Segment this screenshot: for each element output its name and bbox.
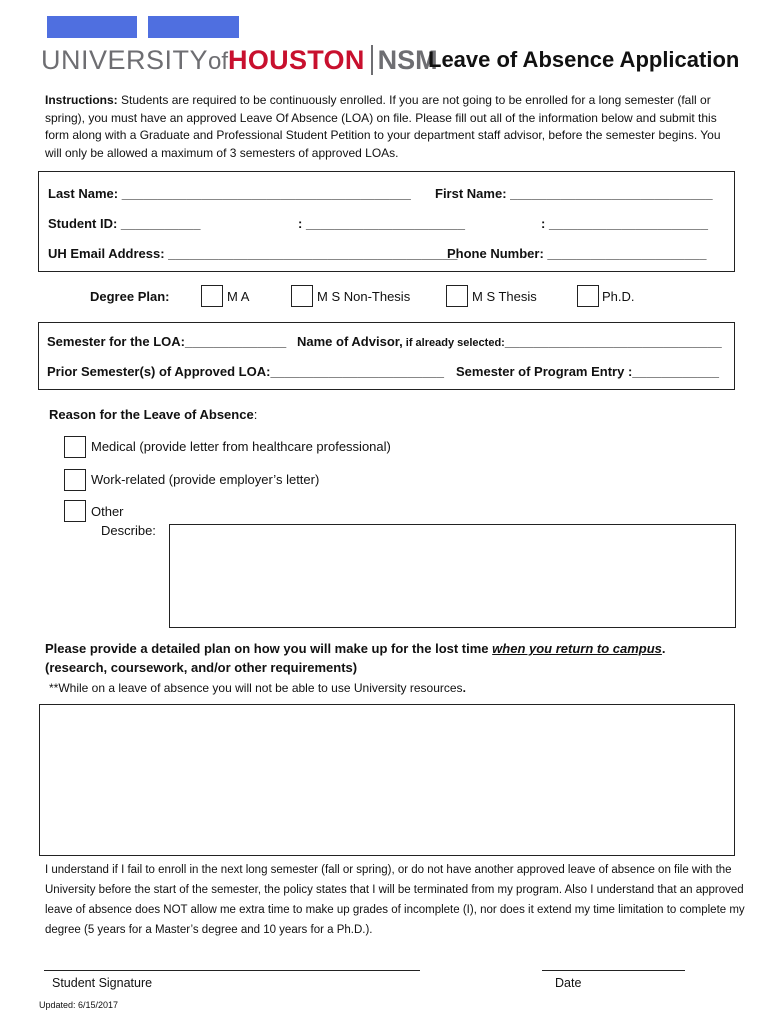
signature-label: Student Signature: [52, 976, 153, 990]
date-line[interactable]: [542, 970, 685, 971]
reason-other-label: Other: [91, 504, 124, 519]
degree-phd-label: Ph.D.: [602, 289, 635, 304]
prior-loa-field[interactable]: Prior Semester(s) of Approved LOA:________________________: [47, 364, 444, 379]
reason-other-checkbox[interactable]: [64, 500, 86, 522]
first-name-field[interactable]: First Name: ____________________________: [435, 186, 713, 201]
phone-field[interactable]: Phone Number: ______________________: [447, 246, 707, 261]
plan-textarea[interactable]: [39, 704, 735, 856]
logo-divider: [371, 45, 373, 75]
logo-houston-text: HOUSTON: [228, 45, 365, 75]
page-title: Leave of Absence Application: [428, 47, 740, 72]
plan-heading-line1: Please provide a detailed plan on how you will make up for the lost time when you return to campus.: [45, 641, 666, 656]
describe-textarea[interactable]: [169, 524, 736, 628]
last-name-field[interactable]: Last Name: ________________________________________: [48, 186, 411, 201]
advisor-label: Name of Advisor,: [297, 334, 403, 349]
reason-medical-checkbox[interactable]: [64, 436, 86, 458]
degree-plan-label: Degree Plan:: [90, 289, 170, 304]
reason-heading: Reason for the Leave of Absence:: [49, 407, 258, 422]
logo-university-text: UNIVERSITY: [41, 45, 209, 75]
degree-phd-checkbox[interactable]: [577, 285, 599, 307]
program-entry-field[interactable]: Semester of Program Entry :____________: [456, 364, 720, 379]
signature-line[interactable]: [44, 970, 420, 971]
date-label: Date: [555, 976, 582, 990]
plan-heading-line2: (research, coursework, and/or other requirements): [45, 660, 358, 675]
degree-ms-thesis-label: M S Thesis: [472, 289, 537, 304]
plan-note: **While on a leave of absence you will not be able to use University resources.: [49, 681, 466, 695]
reason-work-checkbox[interactable]: [64, 469, 86, 491]
instructions: [45, 92, 735, 162]
degree-ms-thesis-checkbox[interactable]: [446, 285, 468, 307]
email-field[interactable]: UH Email Address: ________________________________________: [48, 246, 458, 261]
header-tab-2[interactable]: [148, 16, 239, 38]
logo-of-text: of: [208, 48, 229, 75]
reason-medical-label: Medical (provide letter from healthcare professional): [91, 439, 391, 454]
header-tab-1[interactable]: [47, 16, 137, 38]
degree-ma-label: M A: [227, 289, 250, 304]
logo-nsm-text: NSM: [377, 45, 438, 75]
loa-info-box: [38, 322, 735, 390]
student-id-field[interactable]: Student ID: ___________: [48, 216, 201, 231]
advisor-note: if already selected:: [402, 337, 505, 349]
instructions-label: Instructions:: [45, 93, 118, 107]
semester-loa-field[interactable]: Semester for the LOA:______________: [47, 334, 287, 349]
advisor-field[interactable]: [297, 334, 722, 349]
unlabeled-field-2[interactable]: : ______________________: [298, 216, 466, 231]
describe-label: Describe:: [101, 523, 156, 538]
degree-ms-nonthesis-checkbox[interactable]: [291, 285, 313, 307]
advisor-line: ______________________________: [504, 334, 722, 349]
reason-work-label: Work-related (provide employer’s letter): [91, 472, 320, 487]
degree-ma-checkbox[interactable]: [201, 285, 223, 307]
updated-date: Updated: 6/15/2017: [39, 1000, 119, 1010]
plan-emphasis: when you return to campus: [492, 641, 662, 656]
instructions-text: Students are required to be continuously enrolled. If you are not going to be enrolled for a long semester (fall or spring), you must have an approved Leave Of Absence (LOA) on file. Please fill out all of the information below and submit this form along with a Graduate and Professional Student Petition to your department staff advisor, before the semester begins. You will only be allowed a maximum of 3 semesters of approved LOAs.: [45, 93, 721, 160]
university-logo: [41, 44, 438, 76]
unlabeled-field-3[interactable]: : ______________________: [541, 216, 709, 231]
terms-statement: I understand if I fail to enroll in the next long semester (fall or spring), or do not have another approved leave of absence on file with the University before the start of the semester, the policy states that I will be terminated from my program. Also I understand that an approved leave of absence does NOT allow me extra time to make up grades of incomplete (I), nor does it extend my time limitation to complete my degree (5 years for a Master’s degree and 10 years for a Ph.D.).: [45, 864, 745, 936]
degree-ms-nonthesis-label: M S Non-Thesis: [317, 289, 411, 304]
